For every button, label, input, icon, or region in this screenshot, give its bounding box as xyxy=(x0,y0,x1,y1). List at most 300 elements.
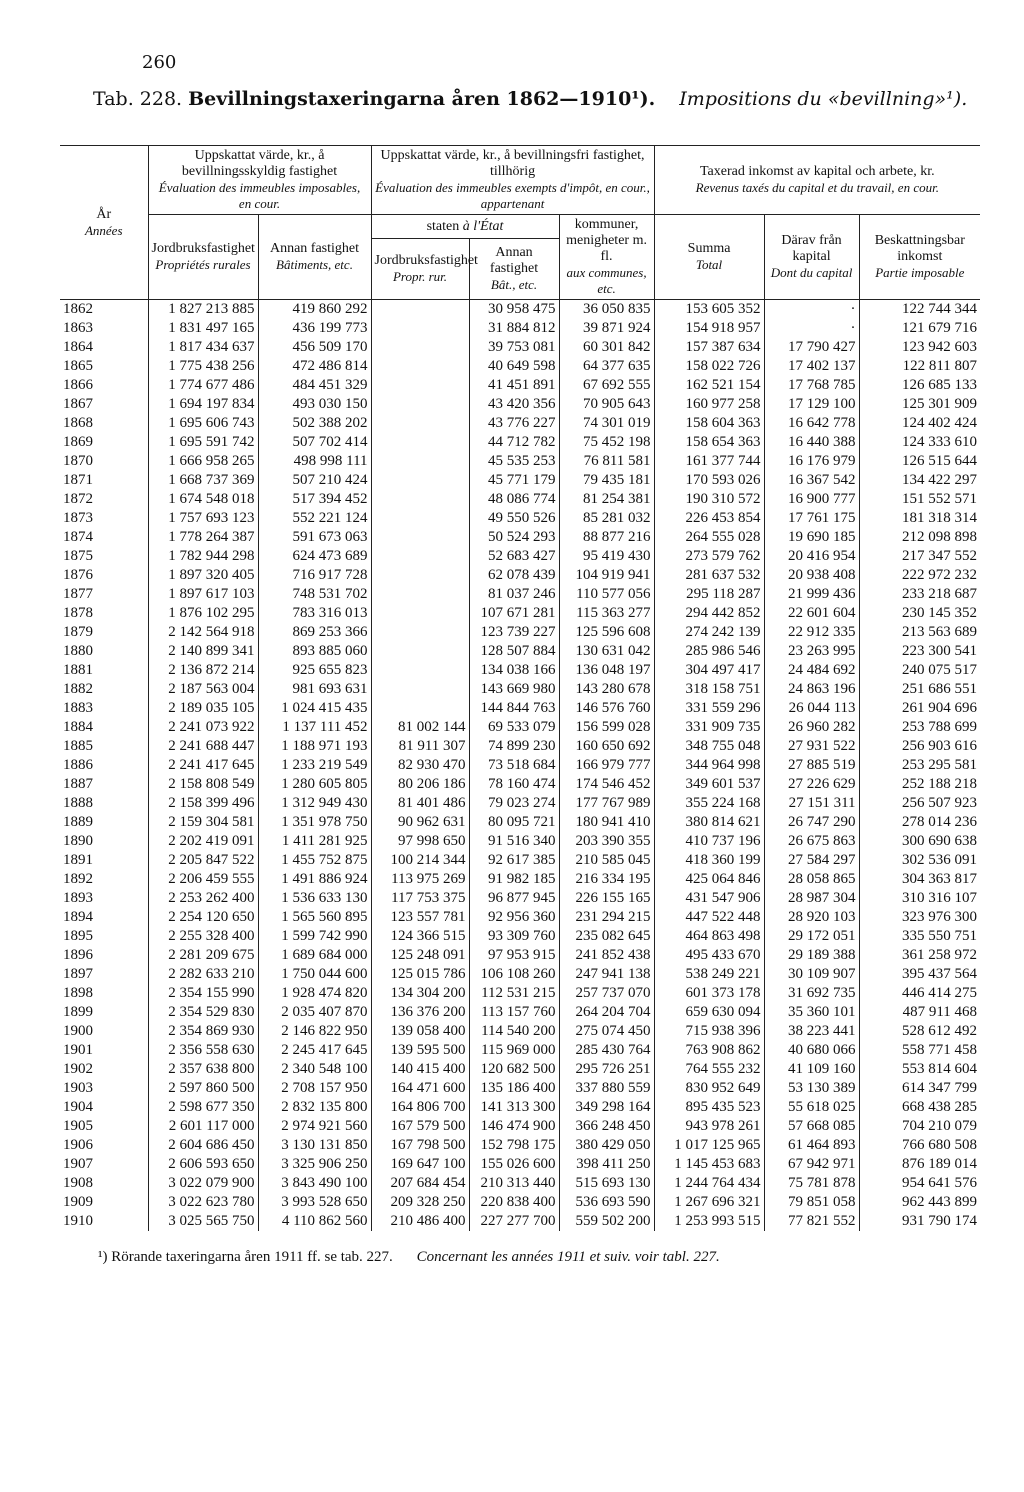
table-row xyxy=(60,1060,980,1079)
value-cell: 136 376 200 xyxy=(371,1003,469,1022)
value-cell: 1 831 497 165 xyxy=(148,319,258,338)
value-cell xyxy=(371,566,469,585)
value-cell: 446 414 275 xyxy=(859,984,980,1003)
value-cell: 212 098 898 xyxy=(859,528,980,547)
value-cell: 331 909 735 xyxy=(654,718,764,737)
year-cell: 1884 xyxy=(63,719,93,735)
table-row xyxy=(60,547,980,566)
value-cell xyxy=(371,490,469,509)
header-taxable-income: Beskattningsbar inkomst Partie imposable xyxy=(859,215,980,300)
value-cell: · xyxy=(764,319,859,338)
header-state-rural: Jordbruksfastighet Propr. rur. xyxy=(371,239,469,300)
value-cell: 27 584 297 xyxy=(764,851,859,870)
value-cell: 107 671 281 xyxy=(469,604,559,623)
value-cell: 157 387 634 xyxy=(654,338,764,357)
value-cell: 931 790 174 xyxy=(859,1212,980,1231)
table-row xyxy=(60,965,980,984)
value-cell: 141 313 300 xyxy=(469,1098,559,1117)
value-cell: 29 189 388 xyxy=(764,946,859,965)
value-cell: 2 189 035 105 xyxy=(148,699,258,718)
year-cell: 1903 xyxy=(63,1080,93,1096)
value-cell: 17 129 100 xyxy=(764,395,859,414)
value-cell: 162 521 154 xyxy=(654,376,764,395)
value-cell: 1 267 696 321 xyxy=(654,1193,764,1212)
value-cell: 123 739 227 xyxy=(469,623,559,642)
value-cell: 241 852 438 xyxy=(559,946,654,965)
value-cell: 337 880 559 xyxy=(559,1079,654,1098)
value-cell: 36 050 835 xyxy=(559,300,654,320)
value-cell: 925 655 823 xyxy=(258,661,371,680)
value-cell: 893 885 060 xyxy=(258,642,371,661)
year-cell: 1863 xyxy=(63,320,93,336)
value-cell: 507 702 414 xyxy=(258,433,371,452)
value-cell: 348 755 048 xyxy=(654,737,764,756)
table-row xyxy=(60,680,980,699)
value-cell: 22 912 335 xyxy=(764,623,859,642)
value-cell: 20 938 408 xyxy=(764,566,859,585)
value-cell: 100 214 344 xyxy=(371,851,469,870)
value-cell: 55 618 025 xyxy=(764,1098,859,1117)
value-cell: 92 956 360 xyxy=(469,908,559,927)
year-cell: 1888 xyxy=(63,795,93,811)
table-row xyxy=(60,395,980,414)
value-cell: 2 356 558 630 xyxy=(148,1041,258,1060)
year-cell: 1895 xyxy=(63,928,93,944)
value-cell: 124 366 515 xyxy=(371,927,469,946)
value-cell: 26 960 282 xyxy=(764,718,859,737)
value-cell: 240 075 517 xyxy=(859,661,980,680)
value-cell: 1 695 591 742 xyxy=(148,433,258,452)
value-cell: 93 309 760 xyxy=(469,927,559,946)
value-cell: 380 429 050 xyxy=(559,1136,654,1155)
value-cell: 962 443 899 xyxy=(859,1193,980,1212)
value-cell: 1 024 415 435 xyxy=(258,699,371,718)
table-row xyxy=(60,1117,980,1136)
value-cell: 558 771 458 xyxy=(859,1041,980,1060)
value-cell: 3 022 079 900 xyxy=(148,1174,258,1193)
value-cell: 39 753 081 xyxy=(469,338,559,357)
value-cell: 209 328 250 xyxy=(371,1193,469,1212)
value-cell: 88 877 216 xyxy=(559,528,654,547)
value-cell: 256 903 616 xyxy=(859,737,980,756)
value-cell: 40 649 598 xyxy=(469,357,559,376)
value-cell: 153 605 352 xyxy=(654,300,764,320)
year-cell: 1868 xyxy=(63,415,93,431)
value-cell: 81 401 486 xyxy=(371,794,469,813)
value-cell: 2 142 564 918 xyxy=(148,623,258,642)
value-cell: 136 048 197 xyxy=(559,661,654,680)
value-cell xyxy=(371,395,469,414)
value-cell: 538 249 221 xyxy=(654,965,764,984)
footnote-swedish: ¹) Rörande taxeringarna åren 1911 ff. se tab. 227. xyxy=(98,1249,393,1265)
page-number: 260 xyxy=(142,52,177,73)
value-cell: 295 726 251 xyxy=(559,1060,654,1079)
value-cell: 253 788 699 xyxy=(859,718,980,737)
value-cell: 380 814 621 xyxy=(654,813,764,832)
value-cell: 715 938 396 xyxy=(654,1022,764,1041)
value-cell: 91 516 340 xyxy=(469,832,559,851)
year-cell: 1899 xyxy=(63,1004,93,1020)
value-cell: 151 552 571 xyxy=(859,490,980,509)
value-cell: 1 817 434 637 xyxy=(148,338,258,357)
footnote xyxy=(98,1249,720,1266)
year-cell: 1883 xyxy=(63,700,93,716)
value-cell: 2 136 872 214 xyxy=(148,661,258,680)
value-cell: 3 130 131 850 xyxy=(258,1136,371,1155)
value-cell: 38 223 441 xyxy=(764,1022,859,1041)
value-cell: 139 058 400 xyxy=(371,1022,469,1041)
value-cell: 62 078 439 xyxy=(469,566,559,585)
value-cell: 121 679 716 xyxy=(859,319,980,338)
table-row xyxy=(60,984,980,1003)
year-cell: 1882 xyxy=(63,681,93,697)
value-cell xyxy=(371,414,469,433)
value-cell: 349 298 164 xyxy=(559,1098,654,1117)
value-cell: 81 911 307 xyxy=(371,737,469,756)
year-cell: 1869 xyxy=(63,434,93,450)
value-cell: 203 390 355 xyxy=(559,832,654,851)
year-cell: 1871 xyxy=(63,472,93,488)
value-cell: 285 430 764 xyxy=(559,1041,654,1060)
table-row xyxy=(60,832,980,851)
value-cell: 1 244 764 434 xyxy=(654,1174,764,1193)
value-cell: 134 304 200 xyxy=(371,984,469,1003)
value-cell: 253 295 581 xyxy=(859,756,980,775)
value-cell: 26 747 290 xyxy=(764,813,859,832)
value-cell: 1 778 264 387 xyxy=(148,528,258,547)
table-body xyxy=(60,300,980,1232)
value-cell: 2 974 921 560 xyxy=(258,1117,371,1136)
value-cell: 1 455 752 875 xyxy=(258,851,371,870)
year-cell: 1877 xyxy=(63,586,93,602)
value-cell: 166 979 777 xyxy=(559,756,654,775)
value-cell: 27 885 519 xyxy=(764,756,859,775)
value-cell: 304 497 417 xyxy=(654,661,764,680)
value-cell: 156 599 028 xyxy=(559,718,654,737)
value-cell: 81 002 144 xyxy=(371,718,469,737)
value-cell: 115 969 000 xyxy=(469,1041,559,1060)
value-cell: 69 533 079 xyxy=(469,718,559,737)
value-cell xyxy=(371,661,469,680)
table-row xyxy=(60,870,980,889)
value-cell: 425 064 846 xyxy=(654,870,764,889)
value-cell: 78 160 474 xyxy=(469,775,559,794)
value-cell: 285 986 546 xyxy=(654,642,764,661)
value-cell: 27 931 522 xyxy=(764,737,859,756)
value-cell: 2 245 417 645 xyxy=(258,1041,371,1060)
value-cell: 257 737 070 xyxy=(559,984,654,1003)
year-cell: 1862 xyxy=(63,301,93,317)
value-cell: 217 347 552 xyxy=(859,547,980,566)
value-cell: 498 998 111 xyxy=(258,452,371,471)
value-cell: 79 435 181 xyxy=(559,471,654,490)
value-cell: 507 210 424 xyxy=(258,471,371,490)
value-cell: 113 975 269 xyxy=(371,870,469,889)
value-cell: 256 507 923 xyxy=(859,794,980,813)
value-cell xyxy=(371,357,469,376)
value-cell: 110 577 056 xyxy=(559,585,654,604)
value-cell: 16 642 778 xyxy=(764,414,859,433)
value-cell: 45 771 179 xyxy=(469,471,559,490)
value-cell: 1 695 606 743 xyxy=(148,414,258,433)
value-cell: 1 491 886 924 xyxy=(258,870,371,889)
value-cell: 3 025 565 750 xyxy=(148,1212,258,1231)
table-row xyxy=(60,414,980,433)
value-cell: 318 158 751 xyxy=(654,680,764,699)
value-cell: 1 775 438 256 xyxy=(148,357,258,376)
value-cell: 4 110 862 560 xyxy=(258,1212,371,1231)
value-cell: 1 253 993 515 xyxy=(654,1212,764,1231)
value-cell xyxy=(371,699,469,718)
value-cell: 2 241 417 645 xyxy=(148,756,258,775)
value-cell: 2 598 677 350 xyxy=(148,1098,258,1117)
value-cell: 45 535 253 xyxy=(469,452,559,471)
year-cell: 1876 xyxy=(63,567,93,583)
value-cell: 126 515 644 xyxy=(859,452,980,471)
year-cell: 1873 xyxy=(63,510,93,526)
value-cell: 331 559 296 xyxy=(654,699,764,718)
table-row xyxy=(60,471,980,490)
value-cell: 135 186 400 xyxy=(469,1079,559,1098)
value-cell: 16 367 542 xyxy=(764,471,859,490)
value-cell: 251 686 551 xyxy=(859,680,980,699)
table-row xyxy=(60,1022,980,1041)
year-cell: 1881 xyxy=(63,662,93,678)
value-cell: 146 474 900 xyxy=(469,1117,559,1136)
table-row xyxy=(60,1098,980,1117)
value-cell: 366 248 450 xyxy=(559,1117,654,1136)
value-cell: 295 118 287 xyxy=(654,585,764,604)
value-cell: 1 280 605 805 xyxy=(258,775,371,794)
value-cell: 876 189 014 xyxy=(859,1155,980,1174)
value-cell xyxy=(371,338,469,357)
value-cell xyxy=(371,642,469,661)
value-cell: 41 451 891 xyxy=(469,376,559,395)
value-cell: 591 673 063 xyxy=(258,528,371,547)
year-cell: 1891 xyxy=(63,852,93,868)
value-cell: 158 022 726 xyxy=(654,357,764,376)
value-cell: 144 844 763 xyxy=(469,699,559,718)
table-row xyxy=(60,300,980,320)
value-cell: 81 254 381 xyxy=(559,490,654,509)
value-cell: 49 550 526 xyxy=(469,509,559,528)
value-cell: 2 241 688 447 xyxy=(148,737,258,756)
value-cell: 1 674 548 018 xyxy=(148,490,258,509)
table-row xyxy=(60,661,980,680)
title-swedish: Bevillningstaxeringarna åren 1862—1910¹). xyxy=(188,88,656,110)
value-cell: 344 964 998 xyxy=(654,756,764,775)
value-cell xyxy=(371,319,469,338)
value-cell: 213 563 689 xyxy=(859,623,980,642)
value-cell: 125 248 091 xyxy=(371,946,469,965)
value-cell: 264 204 704 xyxy=(559,1003,654,1022)
value-cell: 456 509 170 xyxy=(258,338,371,357)
table-row xyxy=(60,604,980,623)
value-cell: 361 258 972 xyxy=(859,946,980,965)
table-row xyxy=(60,1212,980,1231)
value-cell: 24 863 196 xyxy=(764,680,859,699)
table-row xyxy=(60,357,980,376)
year-cell: 1897 xyxy=(63,966,93,982)
value-cell: 53 130 389 xyxy=(764,1079,859,1098)
year-cell: 1904 xyxy=(63,1099,93,1115)
table-row xyxy=(60,851,980,870)
value-cell: 40 680 066 xyxy=(764,1041,859,1060)
value-cell: 139 595 500 xyxy=(371,1041,469,1060)
table-row xyxy=(60,1003,980,1022)
value-cell: 431 547 906 xyxy=(654,889,764,908)
header-year: År Années xyxy=(60,146,148,300)
table-row xyxy=(60,1041,980,1060)
value-cell: 76 811 581 xyxy=(559,452,654,471)
value-cell: 123 557 781 xyxy=(371,908,469,927)
value-cell: 97 998 650 xyxy=(371,832,469,851)
value-cell: 128 507 884 xyxy=(469,642,559,661)
value-cell: 16 440 388 xyxy=(764,433,859,452)
year-cell: 1880 xyxy=(63,643,93,659)
table-header xyxy=(60,146,980,300)
value-cell: 502 388 202 xyxy=(258,414,371,433)
value-cell: 31 884 812 xyxy=(469,319,559,338)
table-row xyxy=(60,889,980,908)
year-cell: 1870 xyxy=(63,453,93,469)
year-cell: 1878 xyxy=(63,605,93,621)
value-cell: 1 666 958 265 xyxy=(148,452,258,471)
value-cell: 220 838 400 xyxy=(469,1193,559,1212)
value-cell: 493 030 150 xyxy=(258,395,371,414)
value-cell: 164 471 600 xyxy=(371,1079,469,1098)
value-cell: 161 377 744 xyxy=(654,452,764,471)
value-cell: 125 301 909 xyxy=(859,395,980,414)
value-cell: 349 601 537 xyxy=(654,775,764,794)
value-cell: 181 318 314 xyxy=(859,509,980,528)
value-cell: 2 354 869 930 xyxy=(148,1022,258,1041)
table-row xyxy=(60,585,980,604)
value-cell: 67 942 971 xyxy=(764,1155,859,1174)
value-cell: 167 798 500 xyxy=(371,1136,469,1155)
value-cell: 117 753 375 xyxy=(371,889,469,908)
value-cell: 2 601 117 000 xyxy=(148,1117,258,1136)
value-cell: 80 095 721 xyxy=(469,813,559,832)
value-cell: 1 897 617 103 xyxy=(148,585,258,604)
value-cell: 29 172 051 xyxy=(764,927,859,946)
value-cell xyxy=(371,547,469,566)
value-cell: 766 680 508 xyxy=(859,1136,980,1155)
value-cell: 1 782 944 298 xyxy=(148,547,258,566)
value-cell xyxy=(371,471,469,490)
value-cell: 74 899 230 xyxy=(469,737,559,756)
year-cell: 1864 xyxy=(63,339,93,355)
value-cell: 335 550 751 xyxy=(859,927,980,946)
value-cell: 601 373 178 xyxy=(654,984,764,1003)
value-cell: 2 202 419 091 xyxy=(148,832,258,851)
year-cell: 1902 xyxy=(63,1061,93,1077)
value-cell: 24 484 692 xyxy=(764,661,859,680)
value-cell: 158 604 363 xyxy=(654,414,764,433)
header-exempt-property: Uppskattat värde, kr., å bevillningsfri fastighet, tillhörig Évaluation des immeubles exempts d'impôt, en cour., appartenant xyxy=(371,146,654,215)
value-cell: 2 357 638 800 xyxy=(148,1060,258,1079)
value-cell: 1 689 684 000 xyxy=(258,946,371,965)
value-cell: 30 109 907 xyxy=(764,965,859,984)
year-cell: 1906 xyxy=(63,1137,93,1153)
value-cell: 130 631 042 xyxy=(559,642,654,661)
value-cell: 1 536 633 130 xyxy=(258,889,371,908)
value-cell: 70 905 643 xyxy=(559,395,654,414)
value-cell: 515 693 130 xyxy=(559,1174,654,1193)
value-cell: 17 790 427 xyxy=(764,338,859,357)
table-row xyxy=(60,737,980,756)
header-from-capital: Därav från kapital Dont du capital xyxy=(764,215,859,300)
value-cell: 96 877 945 xyxy=(469,889,559,908)
value-cell: 1 757 693 123 xyxy=(148,509,258,528)
value-cell: 1 351 978 750 xyxy=(258,813,371,832)
value-cell: 140 415 400 xyxy=(371,1060,469,1079)
value-cell: 528 612 492 xyxy=(859,1022,980,1041)
value-cell: 26 044 113 xyxy=(764,699,859,718)
value-cell: 125 015 786 xyxy=(371,965,469,984)
value-cell: 261 904 696 xyxy=(859,699,980,718)
value-cell: 3 022 623 780 xyxy=(148,1193,258,1212)
year-cell: 1909 xyxy=(63,1194,93,1210)
value-cell: 395 437 564 xyxy=(859,965,980,984)
value-cell: 39 871 924 xyxy=(559,319,654,338)
value-cell: 90 962 631 xyxy=(371,813,469,832)
value-cell: 624 473 689 xyxy=(258,547,371,566)
value-cell: 1 565 560 895 xyxy=(258,908,371,927)
year-cell: 1867 xyxy=(63,396,93,412)
value-cell: 517 394 452 xyxy=(258,490,371,509)
value-cell: 487 911 468 xyxy=(859,1003,980,1022)
value-cell: 158 654 363 xyxy=(654,433,764,452)
value-cell: 1 137 111 452 xyxy=(258,718,371,737)
value-cell: 210 313 440 xyxy=(469,1174,559,1193)
value-cell: 16 900 777 xyxy=(764,490,859,509)
value-cell xyxy=(371,680,469,699)
value-cell: 17 402 137 xyxy=(764,357,859,376)
value-cell: 122 744 344 xyxy=(859,300,980,320)
value-cell: 300 690 638 xyxy=(859,832,980,851)
value-cell: 231 294 215 xyxy=(559,908,654,927)
header-rural-property: Jordbruksfastighet Propriétés rurales xyxy=(148,215,258,300)
value-cell: 484 451 329 xyxy=(258,376,371,395)
value-cell: 124 333 610 xyxy=(859,433,980,452)
table-row xyxy=(60,946,980,965)
table-row xyxy=(60,927,980,946)
value-cell: 123 942 603 xyxy=(859,338,980,357)
value-cell: 160 650 692 xyxy=(559,737,654,756)
year-cell: 1886 xyxy=(63,757,93,773)
value-cell: 1 188 971 193 xyxy=(258,737,371,756)
value-cell: 275 074 450 xyxy=(559,1022,654,1041)
value-cell: 2 159 304 581 xyxy=(148,813,258,832)
year-cell: 1908 xyxy=(63,1175,93,1191)
value-cell: 304 363 817 xyxy=(859,870,980,889)
header-income: Taxerad inkomst av kapital och arbete, kr. Revenus taxés du capital et du travail, en cour. xyxy=(654,146,980,215)
value-cell: 73 518 684 xyxy=(469,756,559,775)
taxation-table xyxy=(60,145,980,1231)
value-cell: 152 798 175 xyxy=(469,1136,559,1155)
value-cell: 3 993 528 650 xyxy=(258,1193,371,1212)
value-cell: 1 694 197 834 xyxy=(148,395,258,414)
value-cell: 207 684 454 xyxy=(371,1174,469,1193)
value-cell: 783 316 013 xyxy=(258,604,371,623)
value-cell: 169 647 100 xyxy=(371,1155,469,1174)
value-cell xyxy=(371,604,469,623)
value-cell: 134 422 297 xyxy=(859,471,980,490)
value-cell: 2 708 157 950 xyxy=(258,1079,371,1098)
value-cell xyxy=(371,509,469,528)
value-cell: 180 941 410 xyxy=(559,813,654,832)
